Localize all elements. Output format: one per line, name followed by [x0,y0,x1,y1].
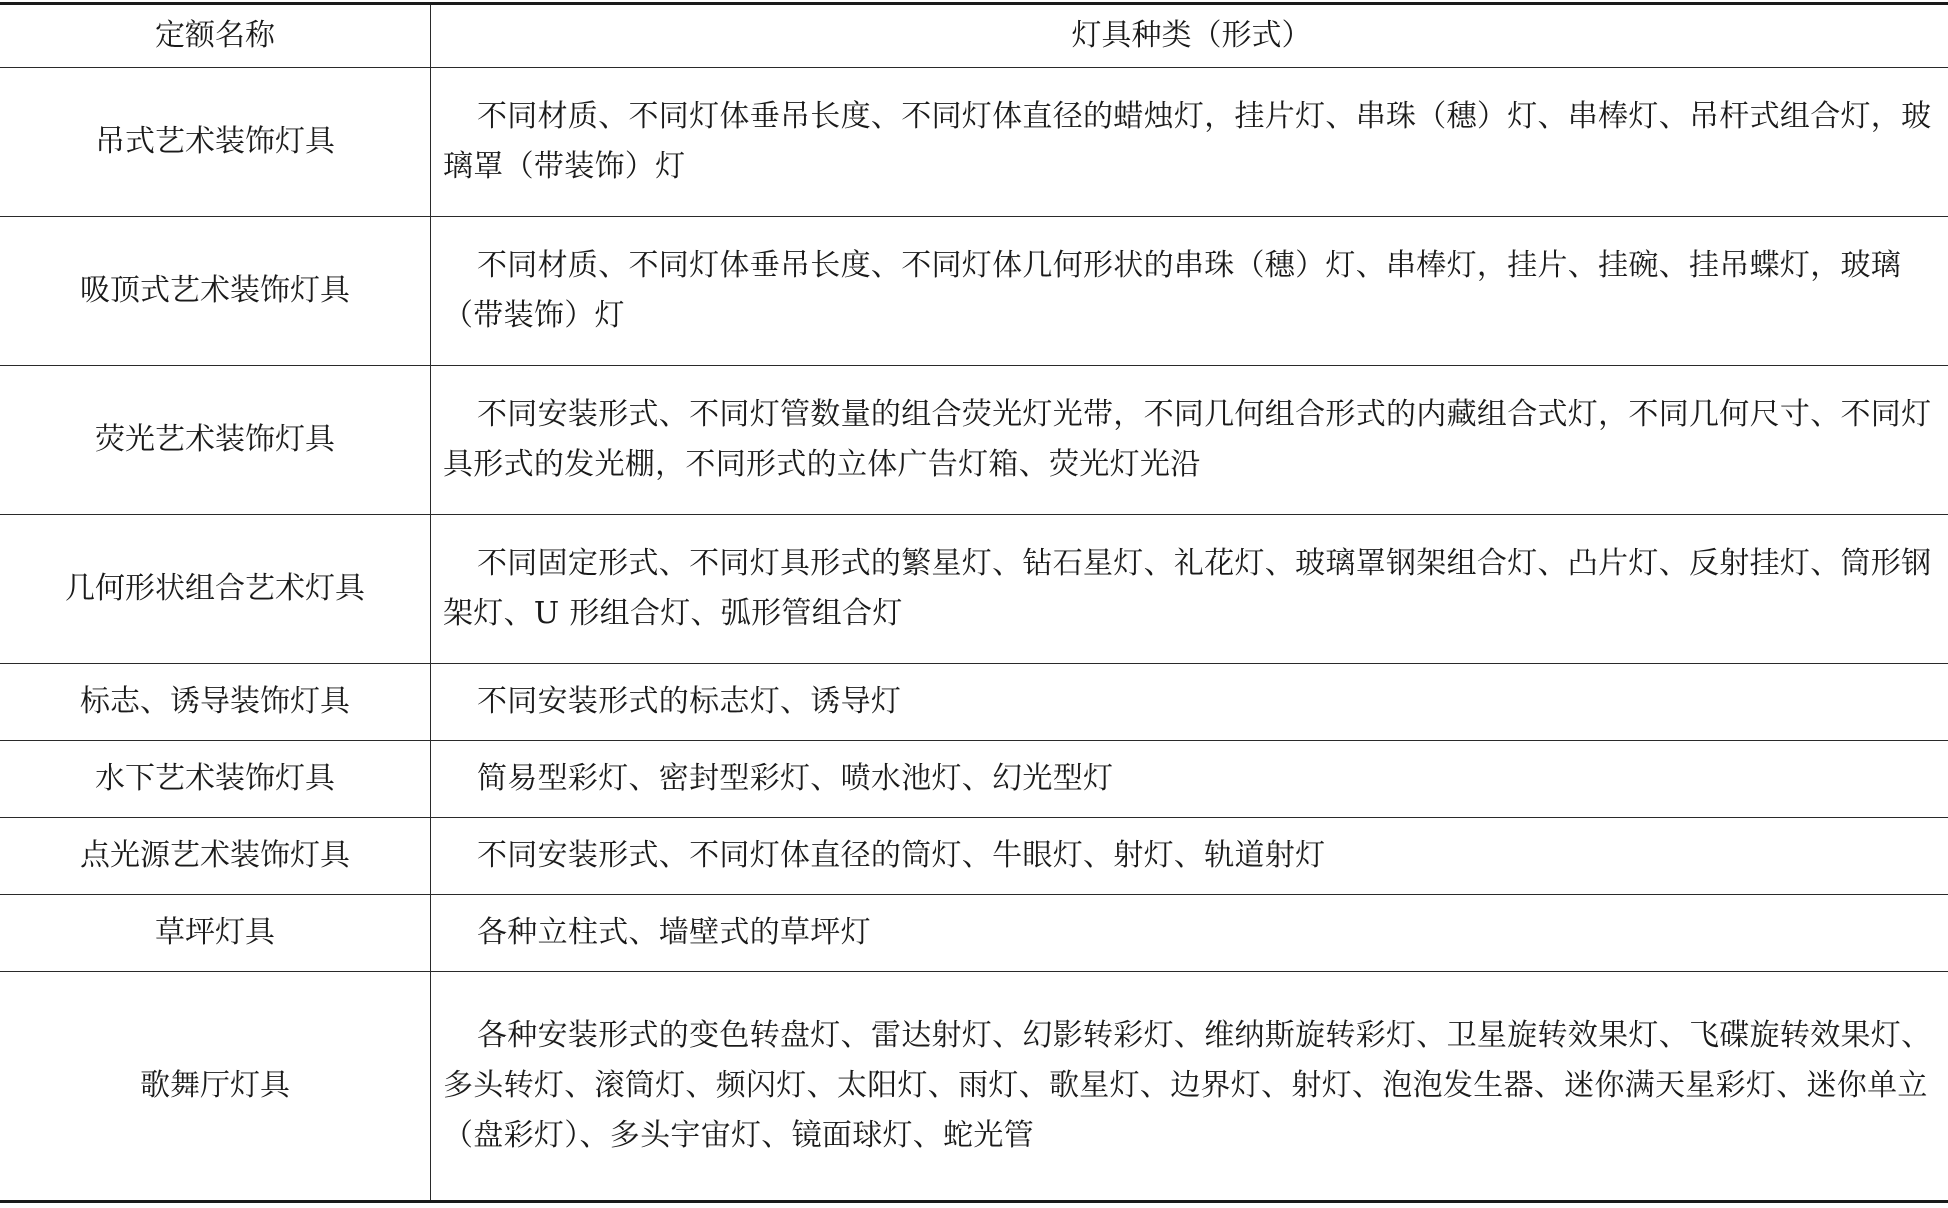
table-row [0,664,1948,741]
lamp-types-cell [431,818,1948,895]
quota-name-cell: 荧光艺术装饰灯具 [0,366,431,515]
quota-name-cell: 吊式艺术装饰灯具 [0,68,431,217]
lamp-types-text: 不同安装形式、不同灯管数量的组合荧光灯光带，不同几何组合形式的内藏组合式灯，不同几何尺寸、不同灯具形式的发光棚，不同形式的立体广告灯箱、荧光灯光沿 [443,397,1932,482]
lamp-types-cell [431,68,1948,217]
lamp-types-cell [431,664,1948,741]
table-header-row [0,4,1948,68]
table-row [0,741,1948,818]
table-row [0,217,1948,366]
quota-name-cell: 几何形状组合艺术灯具 [0,515,431,664]
lamp-types-text: 各种立柱式、墙壁式的草坪灯 [477,915,871,950]
table-row [0,818,1948,895]
lamp-types-cell [431,741,1948,818]
lamp-types-text: 各种安装形式的变色转盘灯、雷达射灯、幻影转彩灯、维纳斯旋转彩灯、卫星旋转效果灯、飞碟旋转效果灯、多头转灯、滚筒灯、频闪灯、太阳灯、雨灯、歌星灯、边界灯、射灯、泡泡发生器、迷你满天星彩灯、迷你单立（盘彩灯）、多头宇宙灯、镜面球灯、蛇光管 [443,1018,1932,1153]
header-lamp-types: 灯具种类（形式） [431,4,1948,68]
lamp-types-cell [431,895,1948,972]
lamp-types-cell [431,972,1948,1202]
table-row [0,895,1948,972]
lamp-types-text: 不同材质、不同灯体垂吊长度、不同灯体直径的蜡烛灯，挂片灯、串珠（穗）灯、串棒灯、吊杆式组合灯，玻璃罩（带装饰）灯 [443,99,1932,184]
lamp-types-text: 不同材质、不同灯体垂吊长度、不同灯体几何形状的串珠（穗）灯、串棒灯，挂片、挂碗、挂吊蝶灯，玻璃（带装饰）灯 [443,248,1902,333]
table-row [0,515,1948,664]
lamp-types-cell [431,515,1948,664]
lamp-types-text: 不同安装形式的标志灯、诱导灯 [477,684,902,719]
lamp-types-text: 不同固定形式、不同灯具形式的繁星灯、钻石星灯、礼花灯、玻璃罩钢架组合灯、凸片灯、反射挂灯、筒形钢架灯、U 形组合灯、弧形管组合灯 [443,546,1932,631]
lamp-types-text: 简易型彩灯、密封型彩灯、喷水池灯、幻光型灯 [477,761,1114,796]
lamp-types-cell [431,366,1948,515]
quota-name-cell: 水下艺术装饰灯具 [0,741,431,818]
header-quota-name: 定额名称 [0,4,431,68]
quota-name-cell: 点光源艺术装饰灯具 [0,818,431,895]
table-row [0,972,1948,1202]
quota-name-cell: 歌舞厅灯具 [0,972,431,1202]
lamp-types-cell [431,217,1948,366]
quota-name-cell: 吸顶式艺术装饰灯具 [0,217,431,366]
table-row [0,366,1948,515]
table-row [0,68,1948,217]
lighting-quota-table [0,2,1948,1203]
quota-name-cell: 草坪灯具 [0,895,431,972]
lamp-types-text: 不同安装形式、不同灯体直径的筒灯、牛眼灯、射灯、轨道射灯 [477,838,1326,873]
quota-name-cell: 标志、诱导装饰灯具 [0,664,431,741]
